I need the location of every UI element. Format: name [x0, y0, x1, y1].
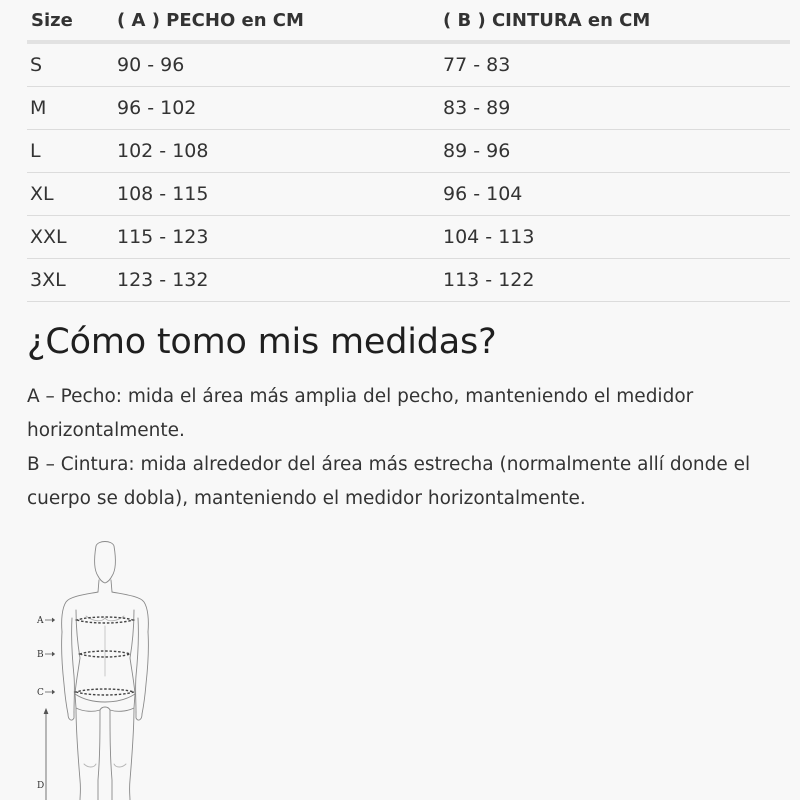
cell-waist: 89 - 96: [439, 130, 790, 173]
cell-waist: 77 - 83: [439, 42, 790, 87]
cell-chest: 96 - 102: [113, 87, 439, 130]
cell-size: 3XL: [27, 259, 113, 302]
table-row: [27, 130, 790, 173]
measure-guide-title: ¿Cómo tomo mis medidas?: [27, 322, 497, 362]
table-row: [27, 216, 790, 259]
waist-instructions: [27, 448, 792, 516]
cell-chest: 115 - 123: [113, 216, 439, 259]
arrow-c: [45, 690, 55, 694]
arrow-a: [45, 618, 55, 622]
label-c: C: [37, 688, 44, 698]
figure-hands: [68, 712, 142, 720]
size-table: [27, 0, 790, 302]
figure-neck: [98, 580, 112, 592]
header-size: Size: [27, 0, 113, 42]
header-chest: ( A ) PECHO en CM: [113, 0, 439, 42]
table-row: [27, 173, 790, 216]
cell-size: L: [27, 130, 113, 173]
cell-waist: 104 - 113: [439, 216, 790, 259]
cell-chest: 108 - 115: [113, 173, 439, 216]
cell-waist: 96 - 104: [439, 173, 790, 216]
waist-instructions-line: B – Cintura: mida alrededor del área más estrecha (normalmente allí donde el: [27, 454, 751, 475]
header-waist: ( B ) CINTURA en CM: [439, 0, 790, 42]
cell-waist: 113 - 122: [439, 259, 790, 302]
cell-size: M: [27, 87, 113, 130]
cell-chest: 123 - 132: [113, 259, 439, 302]
table-row: [27, 87, 790, 130]
arrow-b: [45, 652, 55, 656]
figure-briefs: [75, 694, 135, 711]
figure-head: [95, 542, 116, 584]
figure-left-arm: [62, 618, 75, 714]
cell-size: S: [27, 42, 113, 87]
cell-size: XXL: [27, 216, 113, 259]
body-measurement-illustration: [30, 536, 190, 800]
cell-waist: 83 - 89: [439, 87, 790, 130]
inseam-arrow: [44, 709, 48, 800]
cell-size: XL: [27, 173, 113, 216]
table-header-row: [27, 0, 790, 42]
label-b: B: [37, 650, 44, 660]
chest-instructions-line: horizontalmente.: [27, 420, 185, 441]
waist-instructions-line: cuerpo se dobla), manteniendo el medidor horizontalmente.: [27, 488, 586, 509]
table-row: [27, 42, 790, 87]
chest-instructions: [27, 380, 792, 448]
table-row: [27, 259, 790, 302]
chest-instructions-line: A – Pecho: mida el área más amplia del pecho, manteniendo el medidor: [27, 386, 694, 407]
label-d: D: [37, 781, 45, 791]
cell-chest: 90 - 96: [113, 42, 439, 87]
label-a: A: [37, 616, 44, 626]
figure-right-arm: [136, 618, 149, 714]
hip-measure-line: [76, 689, 134, 695]
cell-chest: 102 - 108: [113, 130, 439, 173]
figure-legs: [76, 708, 134, 800]
